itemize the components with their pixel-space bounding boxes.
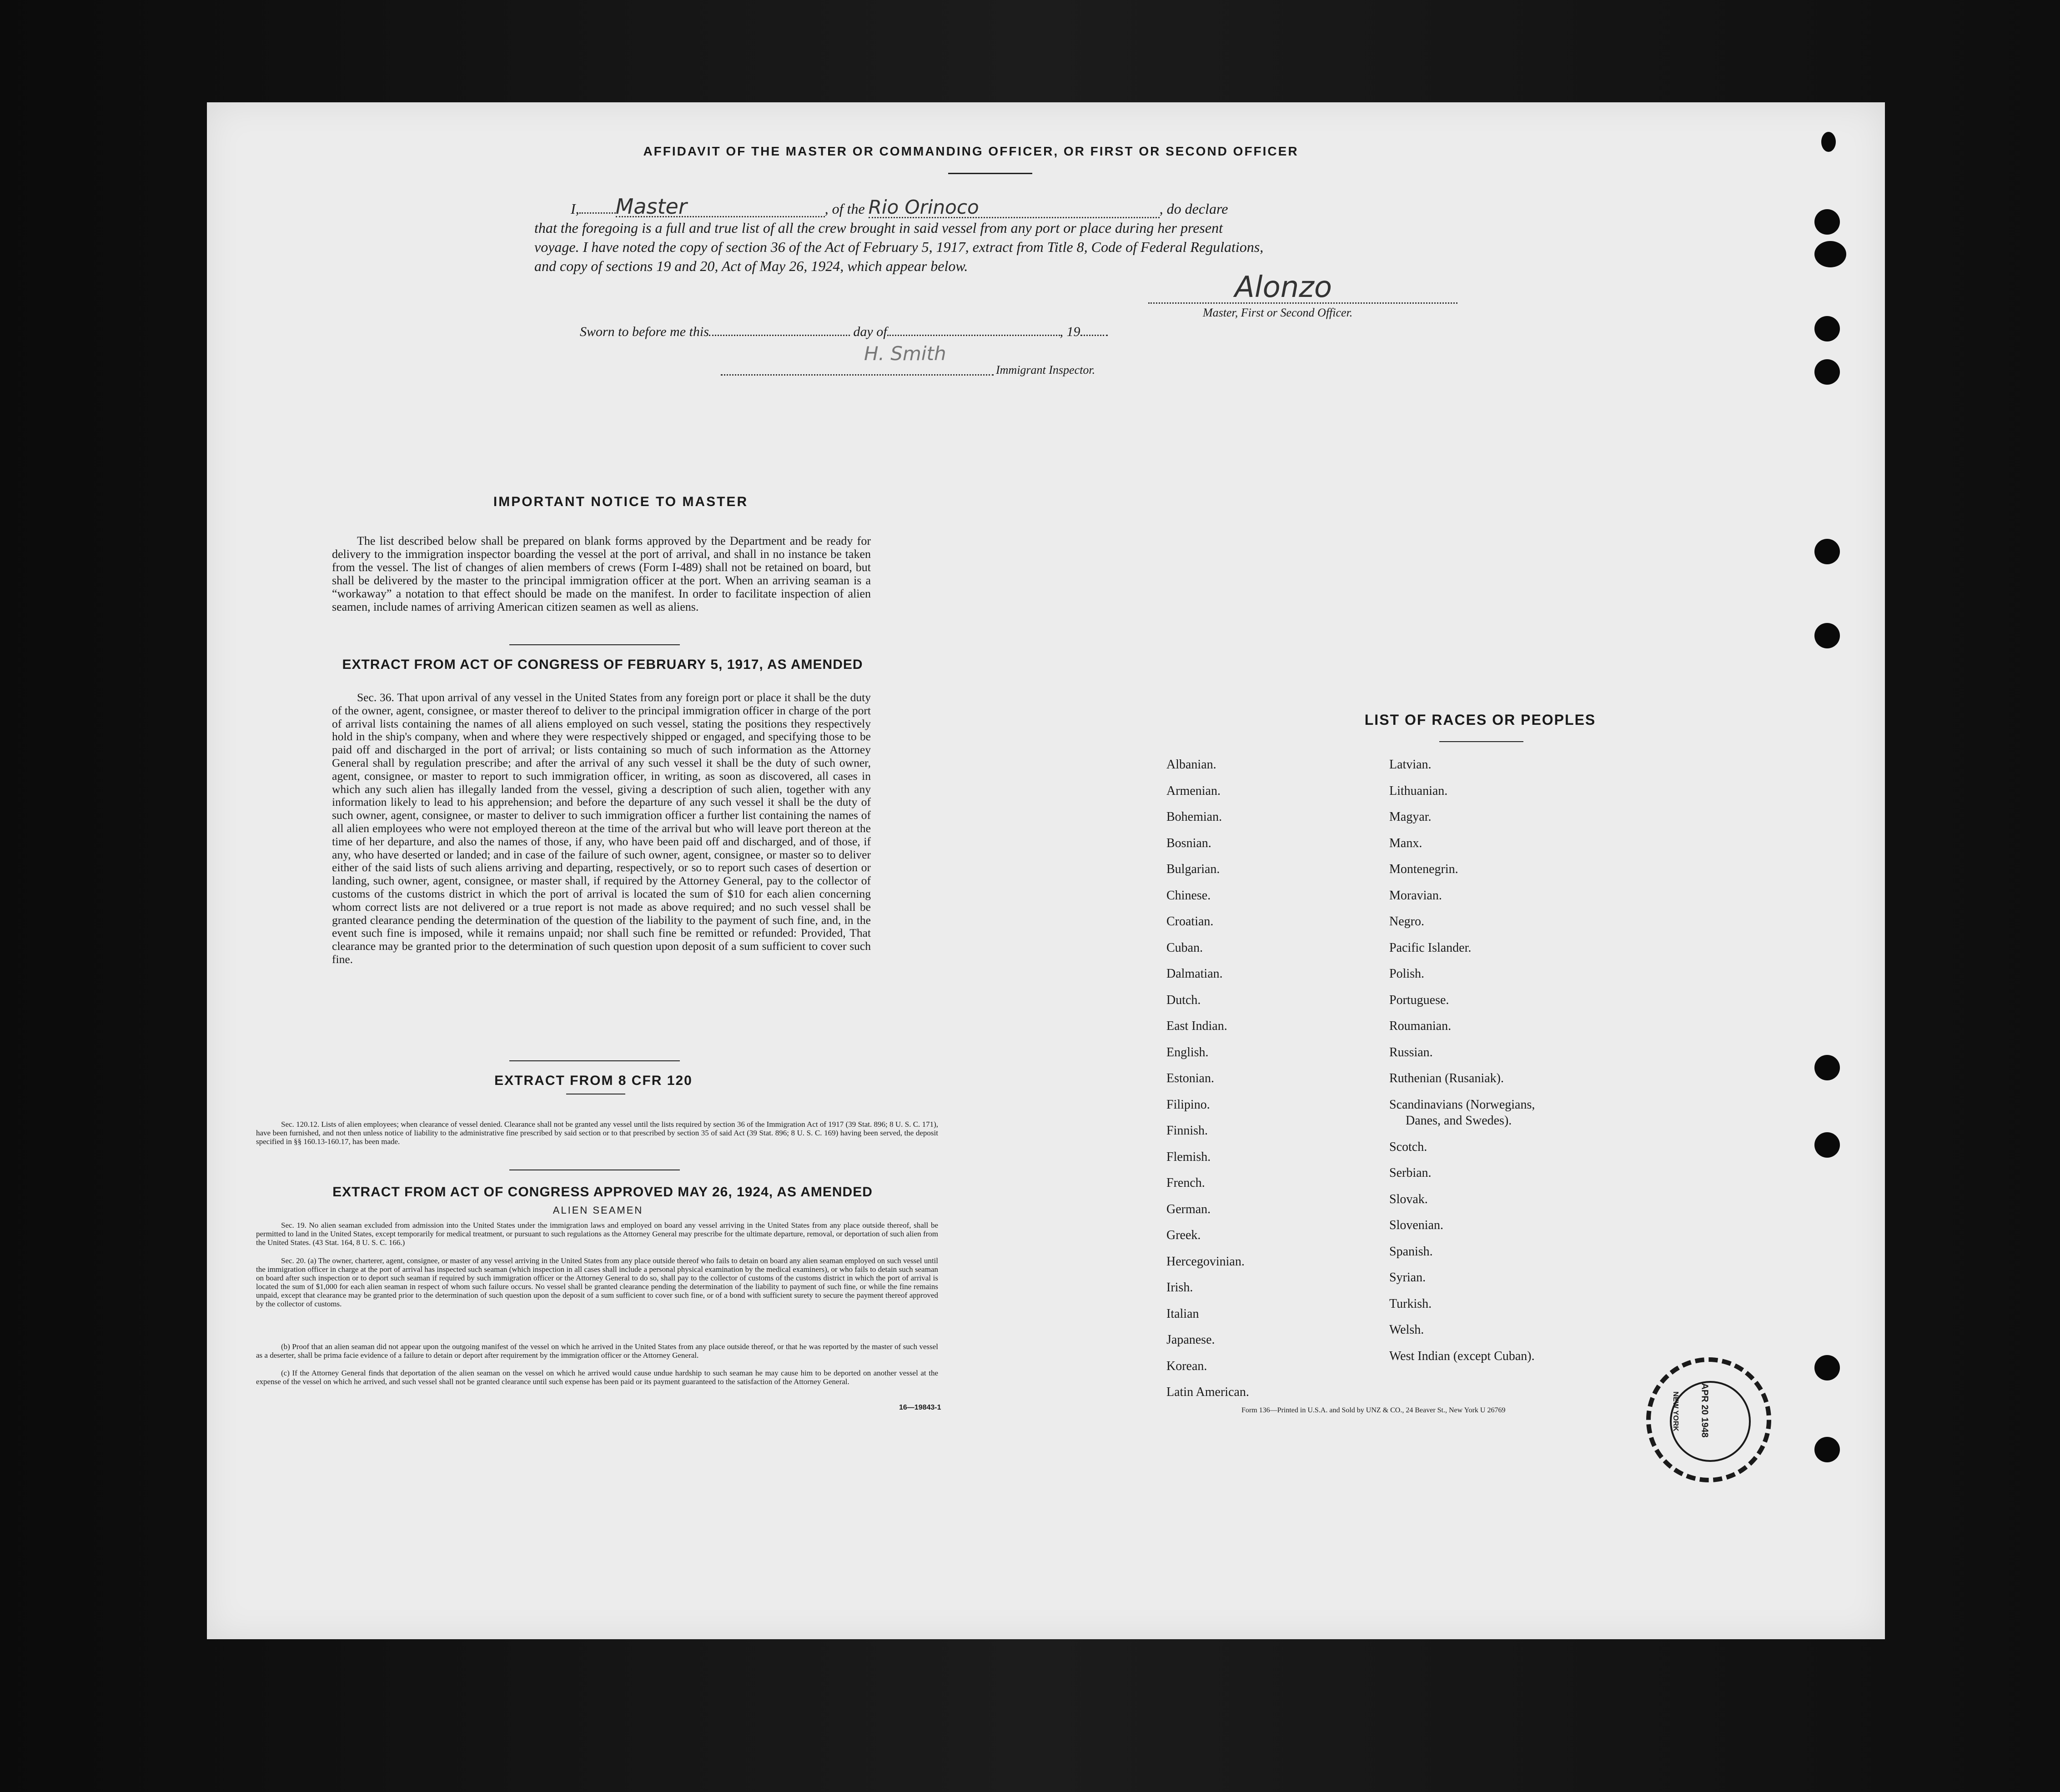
handwritten-name: Master <box>616 197 825 217</box>
race-item: West Indian (except Cuban). <box>1389 1349 1535 1363</box>
race-item: Filipino. <box>1166 1097 1210 1112</box>
race-item: Korean. <box>1166 1359 1207 1373</box>
races-right-column <box>1389 752 1535 1369</box>
race-item: Scandinavians (Norwegians, <box>1389 1097 1535 1112</box>
declaration-line-4: and copy of sections 19 and 20, Act of May 26, 1924, which appear below. <box>534 258 968 274</box>
race-item: Italian <box>1166 1306 1199 1321</box>
extract-1924-sec19: Sec. 19. No alien seaman excluded from admission into the United States under the immigration laws and employed on board any vessel arriving in the United States from any place outside thereof, shall be permitted to land in the United States, except temporarily for medical treatment, or pursuant to such regulations as the Attorney General may prescribe for the ultimate departure, removal, or deportation of such alien from the United States. (43 Stat. 164, 8 U. S. C. 166.) <box>256 1221 938 1247</box>
extract-1924-subtitle: ALIEN SEAMEN <box>553 1205 643 1216</box>
race-item: Scotch. <box>1389 1139 1427 1154</box>
races-title: LIST OF RACES OR PEOPLES <box>1364 712 1596 728</box>
extract-1924-sec20c: (c) If the Attorney General finds that deportation of the alien seaman on the vessel on which he arrived would cause undue hardship to such seaman he may cause him to be deported on another vessel at the expense of the vessel on which he arrived, and such vessel shall not be granted clearance until such expense has been paid or its payment guaranteed to the satisfaction of the Attorney General. <box>256 1369 938 1386</box>
declaration-prefix: I, <box>571 201 579 217</box>
stamp-date: APR 20 1948 <box>1699 1383 1710 1438</box>
race-item: Russian. <box>1389 1045 1433 1059</box>
divider <box>1439 741 1523 742</box>
punch-hole-icon <box>1814 1132 1840 1158</box>
notice-body: The list described below shall be prepared on blank forms approved by the Department and be ready for delivery to the immigration inspector boarding the vessel at the port of arrival, and shall in no instance be taken from the vessel. The list of changes of alien members of crews (Form I-489) shall not be retained on board, but shall be delivered by the master to the principal immigration officer at the port. When an arriving seaman is a “workaway” a notation to that effect should be made on the manifest. In order to facilitate inspection of alien seamen, include names of arriving American citizen seamen as well as aliens. <box>332 534 871 613</box>
race-item: Welsh. <box>1389 1323 1424 1337</box>
officer-signature: Alonzo <box>1235 271 1332 304</box>
race-item: Polish. <box>1389 967 1425 981</box>
race-item: French. <box>1166 1176 1205 1190</box>
extract-1924-sec20b: (b) Proof that an alien seaman did not appear upon the outgoing manifest of the vessel on which he arrived in the United States from any place outside thereof, or that he was reported by the master of such vessel as a deserter, shall be prima facie evidence of a failure to detain or deport after requirement by the immigration officer or the Attorney General. <box>256 1342 938 1360</box>
extract-1924-sec20a: Sec. 20. (a) The owner, charterer, agent, consignee, or master of any vessel arriving in the United States from any place outside thereof who fails to detain on board any alien seaman employed on such vessel until the immigration officer in charge at the port of arrival has inspected such seaman (which inspection in all cases shall include a personal physical examination by the medical examiners), or who fails to detain such seaman on board after such inspection or to deport such seaman if required by such immigration officer or the Attorney General to do so, shall pay to the collector of customs of the customs district in which the port of arrival is located the sum of $1,000 for each alien seaman in respect of whom such failure occurs. No vessel shall be granted clearance pending the determination of the liability to payment of such fine, or while the fine remains unpaid, except that clearance may be granted prior to the determination of such question upon the deposit of a sum sufficient to cover such fine, or of a bond with sufficient surety to secure the payment thereof approved by the collector of customs. <box>256 1256 938 1308</box>
affidavit-declaration <box>534 194 1689 276</box>
race-item: Slovak. <box>1389 1192 1428 1206</box>
race-item: Turkish. <box>1389 1296 1432 1311</box>
race-item: Hercegovinian. <box>1166 1254 1245 1269</box>
race-item: Serbian. <box>1389 1166 1432 1180</box>
extract-cfr-body: Sec. 120.12. Lists of alien employees; when clearance of vessel denied. Clearance shall not be granted any vessel until the lists required by section 36 of the Immigration Act of 1917 (39 Stat. 896; 8 U. S. C. 171), have been furnished, and not then unless notice of liability to the administrative fine prescribed by said section or to that prescribed by section 35 of said Act (39 Stat. 896; 8 U. S. C. 169) having been served, the deposit specified in §§ 160.13-160.17, has been made. <box>256 1120 938 1146</box>
race-item: Bohemian. <box>1166 810 1222 824</box>
punch-hole-icon <box>1821 132 1836 152</box>
race-item: Latvian. <box>1389 758 1432 772</box>
race-item: Chinese. <box>1166 888 1211 903</box>
extract-1924-title: EXTRACT FROM ACT OF CONGRESS APPROVED MAY 26, 1924, AS AMENDED <box>332 1185 873 1200</box>
race-item: Montenegrin. <box>1389 862 1458 876</box>
sworn-day: day of <box>853 324 887 339</box>
punch-hole-icon <box>1814 316 1840 341</box>
race-item: Portuguese. <box>1389 993 1449 1007</box>
race-item: Estonian. <box>1166 1071 1214 1085</box>
stamp-city: NEW YORK <box>1671 1391 1679 1431</box>
punch-hole-icon <box>1814 1355 1840 1380</box>
race-item: Ruthenian (Rusaniak). <box>1389 1071 1504 1085</box>
race-item: Slovenian. <box>1389 1218 1443 1232</box>
declaration-suffix: , do declare <box>1159 201 1228 217</box>
race-item: Negro. <box>1389 914 1424 929</box>
stamp-inner-ring <box>1670 1381 1751 1462</box>
divider <box>948 173 1032 174</box>
race-item: Bulgarian. <box>1166 862 1220 876</box>
form-code: 16—19843-1 <box>899 1404 941 1411</box>
race-item: East Indian. <box>1166 1019 1227 1033</box>
races-left-column <box>1166 752 1249 1405</box>
race-item: English. <box>1166 1045 1209 1059</box>
race-item: Flemish. <box>1166 1149 1211 1164</box>
race-item: Dutch. <box>1166 993 1201 1007</box>
race-item: Finnish. <box>1166 1124 1208 1138</box>
race-item: Cuban. <box>1166 940 1203 955</box>
race-item: Croatian. <box>1166 914 1214 929</box>
race-item: Bosnian. <box>1166 836 1211 850</box>
race-item: Lithuanian. <box>1389 783 1448 798</box>
notice-title: IMPORTANT NOTICE TO MASTER <box>493 494 749 509</box>
punch-hole-icon <box>1814 1437 1840 1462</box>
punch-hole-icon <box>1814 1055 1840 1080</box>
race-item: Roumanian. <box>1389 1019 1452 1033</box>
punch-hole-icon <box>1814 241 1846 267</box>
receipt-stamp <box>1646 1357 1771 1482</box>
race-item: Japanese. <box>1166 1333 1215 1347</box>
race-item: Irish. <box>1166 1280 1193 1295</box>
race-item: Moravian. <box>1389 888 1442 903</box>
race-item: Greek. <box>1166 1228 1201 1242</box>
punch-hole-icon <box>1814 209 1840 235</box>
inspector-label: Immigrant Inspector. <box>996 363 1095 376</box>
race-item: Manx. <box>1389 836 1422 850</box>
race-item: Danes, and Swedes). <box>1406 1114 1512 1128</box>
divider <box>509 1060 680 1061</box>
form-page <box>207 102 1885 1639</box>
race-item: Syrian. <box>1389 1270 1426 1285</box>
handwritten-vessel: Rio Orinoco <box>869 198 1160 218</box>
extract-1917-body: Sec. 36. That upon arrival of any vessel in the United States from any foreign port or place it shall be the duty of the owner, agent, consignee, or master thereof to deliver to the principal immigration officer in charge of the port of arrival lists containing the names of all aliens employed on such vessel, stating the positions they respectively hold in the ship's company, when and where they were respectively shipped or engaged, and specifying those to be paid off and discharged in the port of arrival; or lists containing so much of such information as the Attorney General shall by regulation prescribe; and after the arrival of any such vessel it shall be the duty of such owner, agent, consignee, or master to report to such immigration officer, in writing, as soon as discovered, all cases in which any such alien has illegally landed from the vessel, giving a description of such alien, together with any information likely to lead to his apprehension; and before the departure of any such vessel it shall be the duty of such owner, agent, consignee, or master to deliver to such immigration officer a further list containing the names of all alien employees who were not employed thereon at the time of the arrival but who will leave port thereon at the time of her departure, and also the names of those, if any, who have been paid off and discharged, and of those, if any, who have deserted or landed; and in case of the failure of such owner, agent, consignee, or master so to deliver either of the said lists of such aliens arriving and departing, respectively, or so to report such cases of desertion or landing, such owner, agent, consignee, or master shall, if required by the Attorney General, pay to the collector of customs of the customs district in which the port of arrival is located the sum of $10 for each alien concerning whom correct lists are not delivered or a true report is not made as above required; and no such vessel shall be granted clearance pending the determination of the question of the liability to the payment of such fine, and, in the event such fine is imposed, while it remains unpaid; nor shall such fine be remitted or refunded: Provided, That clearance may be granted prior to the determination of such question upon deposit of a sum sufficient to cover such fine. <box>332 691 871 966</box>
race-item: Dalmatian. <box>1166 967 1223 981</box>
punch-hole-icon <box>1814 359 1840 385</box>
declaration-line-3: voyage. I have noted the copy of section 36 of the Act of February 5, 1917, extract from Title 8, Code of Federal Regulations, <box>534 239 1264 255</box>
sworn-prefix: Sworn to before me this <box>580 324 709 339</box>
declaration-mid: , of the <box>824 201 865 217</box>
race-item: Armenian. <box>1166 783 1221 798</box>
officer-signature-line <box>1148 302 1457 304</box>
punch-hole-icon <box>1814 623 1840 648</box>
sworn-line <box>580 324 1108 340</box>
race-item: German. <box>1166 1202 1211 1216</box>
inspector-signature: H. Smith <box>864 342 946 365</box>
extract-cfr-title: EXTRACT FROM 8 CFR 120 <box>494 1073 693 1088</box>
inspector-signature-line <box>721 374 994 376</box>
punch-hole-icon <box>1814 539 1840 564</box>
divider <box>509 644 680 645</box>
race-item: Albanian. <box>1166 758 1216 772</box>
race-item: Spanish. <box>1389 1244 1433 1259</box>
affidavit-title: AFFIDAVIT OF THE MASTER OR COMMANDING OFFICER, OR FIRST OR SECOND OFFICER <box>643 144 1299 158</box>
form-footer: Form 136—Printed in U.S.A. and Sold by UNZ & CO., 24 Beaver St., New York U 26769 <box>1241 1406 1506 1414</box>
extract-1917-title: EXTRACT FROM ACT OF CONGRESS OF FEBRUARY 5, 1917, AS AMENDED <box>342 657 863 672</box>
declaration-line-2: that the foregoing is a full and true list of all the crew brought in said vessel from any port or place during her present <box>534 220 1223 236</box>
race-item: Pacific Islander. <box>1389 940 1472 955</box>
race-item: Latin American. <box>1166 1385 1249 1399</box>
officer-label: Master, First or Second Officer. <box>1203 306 1353 319</box>
race-item: Magyar. <box>1389 810 1432 824</box>
sworn-year: , 19 <box>1060 324 1080 339</box>
